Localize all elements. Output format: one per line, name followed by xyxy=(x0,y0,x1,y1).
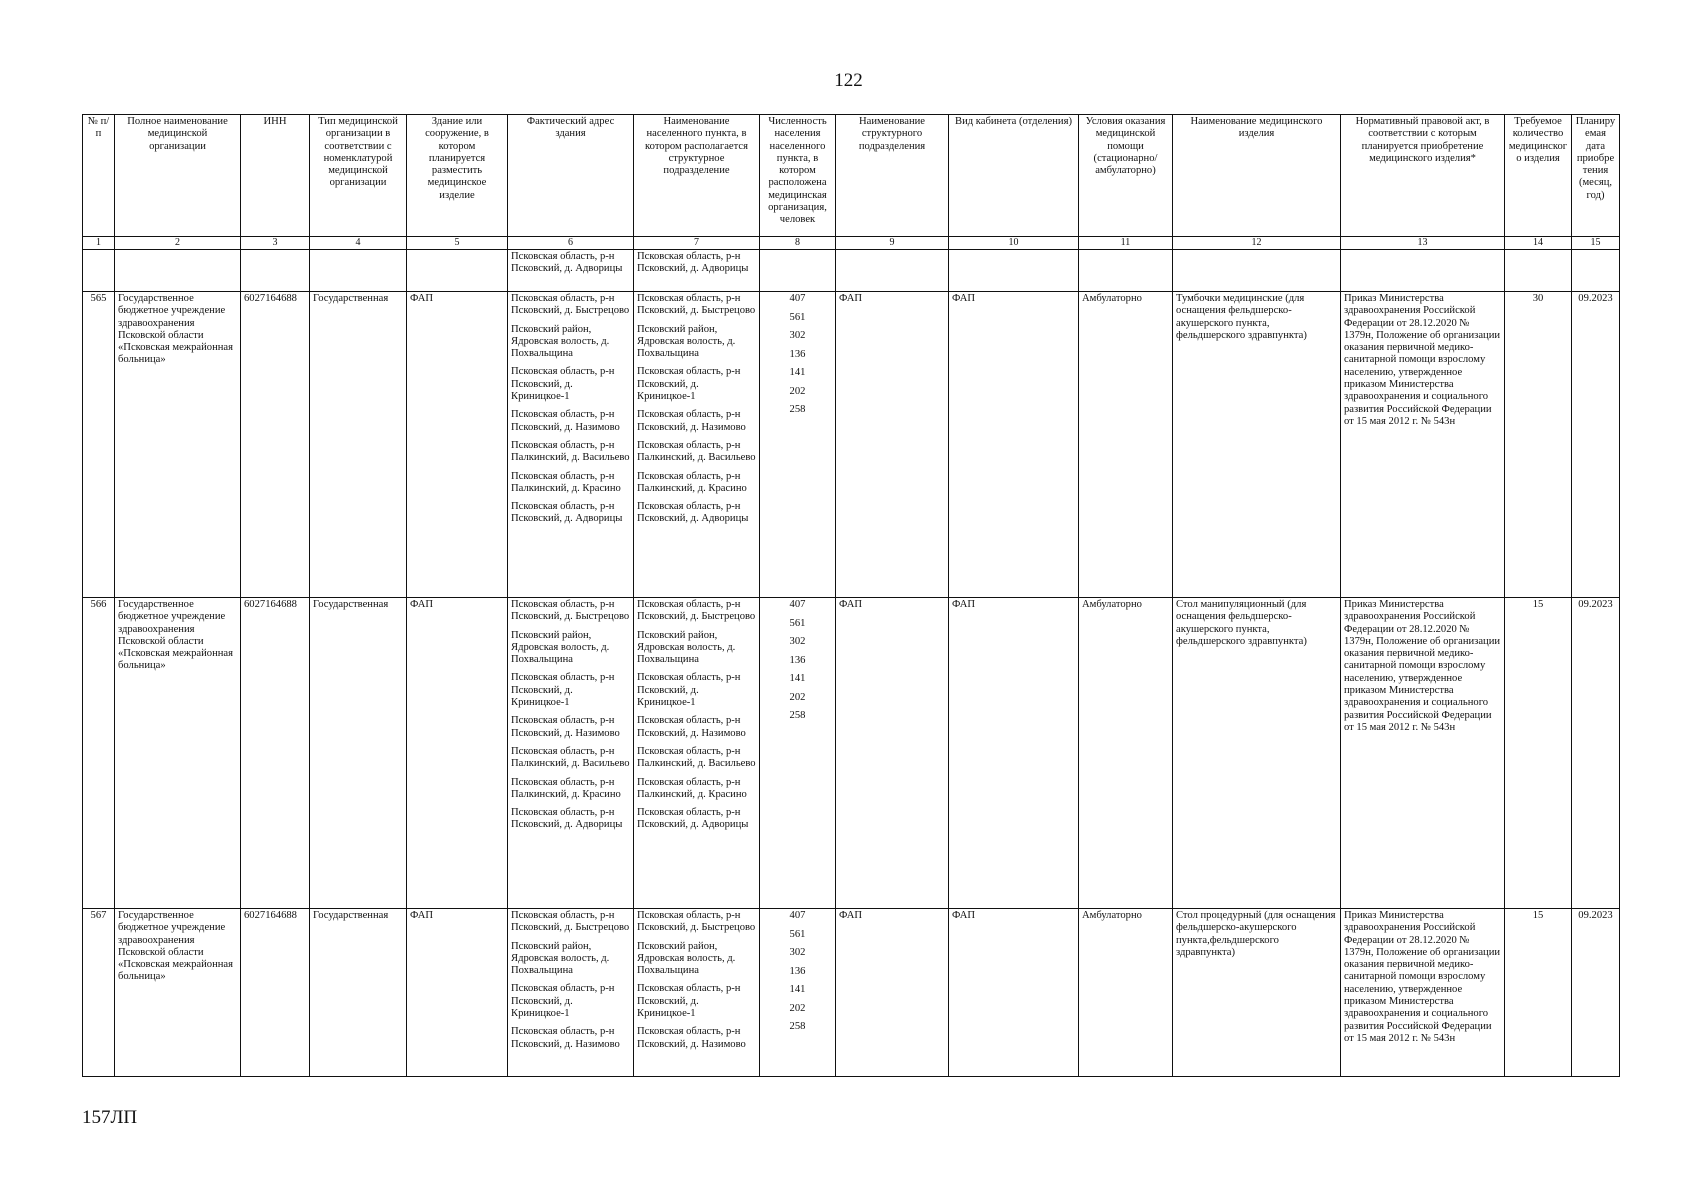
equipment-table xyxy=(82,114,1620,1077)
population-value: 136 xyxy=(789,965,806,977)
cabinet-cell: ФАП xyxy=(949,292,1079,598)
header-cell-settlement: Наименование населенного пункта, в котором располагается структурное подразделение xyxy=(634,115,760,237)
column-number: 3 xyxy=(241,237,310,250)
population-value: 302 xyxy=(789,947,806,958)
inn-cell: 6027164688 xyxy=(241,598,310,909)
column-number: 10 xyxy=(949,237,1079,250)
settlement-item: Псковская область, р-н Псковский, д. Криницкое-1 xyxy=(637,366,741,403)
address-item: Псковская область, р-н Псковский, д. Назимово xyxy=(511,715,620,739)
inn-cell: 6027164688 xyxy=(241,909,310,1077)
header-cell-quantity: Требуемое количество медицинского изделия xyxy=(1505,115,1572,237)
header-cell-device: Наименование медицинского изделия xyxy=(1173,115,1341,237)
address-cell xyxy=(508,292,634,598)
settlement-cell: Псковская область, р-н Псковский, д. Адворицы xyxy=(634,250,760,292)
population-value: 202 xyxy=(789,1002,806,1014)
population-value: 302 xyxy=(789,330,806,341)
org-name-cell: Государственное бюджетное учреждение здравоохранения Псковской области «Псковская межрайонная больница» xyxy=(115,292,241,598)
act-cell: Приказ Министерства здравоохранения Российской Федерации от 28.12.2020 № 1379н, Положение об организации оказания первичной медико-санитарной помощи взрослому населению, утвержденное приказом Министерства здравоохранения и социального развития Российской Федерации от 15 мая 2012 г. № 543н xyxy=(1341,909,1505,1077)
act-cell: Приказ Министерства здравоохранения Российской Федерации от 28.12.2020 № 1379н, Положение об организации оказания первичной медико-санитарной помощи взрослому населению, утвержденное приказом Министерства здравоохранения и социального развития Российской Федерации от 15 мая 2012 г. № 543н xyxy=(1341,292,1505,598)
population-value: 407 xyxy=(789,599,806,610)
address-item: Псковская область, р-н Палкинский, д. Красино xyxy=(511,470,621,494)
settlement-item: Псковский район, Ядровская волость, д. Похвальщина xyxy=(637,323,736,360)
column-number: 14 xyxy=(1505,237,1572,250)
date-cell: 09.2023 xyxy=(1572,292,1620,598)
settlement-item: Псковская область, р-н Палкинский, д. Васильево xyxy=(637,439,756,464)
org-type-cell: Государственная xyxy=(310,292,407,598)
header-cell-act: Нормативный правовой акт, в соответствии с которым планируется приобретение медицинского изделия* xyxy=(1341,115,1505,237)
column-number: 12 xyxy=(1173,237,1341,250)
address-item: Псковская область, р-н Псковский, д. Адворицы xyxy=(511,807,623,831)
header-cell-inn: ИНН xyxy=(241,115,310,237)
address-item: Псковская область, р-н Псковский, д. Быстрецово xyxy=(511,910,630,934)
subdivision-cell: ФАП xyxy=(836,598,949,909)
table-row xyxy=(83,909,1620,1077)
conditions-cell: Амбулаторно xyxy=(1079,292,1173,598)
population-value: 258 xyxy=(789,710,806,721)
row-number: 565 xyxy=(83,292,115,598)
address-item: Псковская область, р-н Псковский, д. Назимово xyxy=(511,1026,620,1050)
building-cell: ФАП xyxy=(407,598,508,909)
table-row-continuation xyxy=(83,250,1620,292)
row-number: 566 xyxy=(83,598,115,909)
column-number-row xyxy=(83,237,1620,250)
header-cell-org-name: Полное наименование медицинской организации xyxy=(115,115,241,237)
population-value: 258 xyxy=(789,404,806,415)
quantity-cell: 15 xyxy=(1505,598,1572,909)
settlement-item: Псковская область, р-н Псковский, д. Назимово xyxy=(637,1026,746,1050)
population-value: 407 xyxy=(789,910,806,921)
org-type-cell: Государственная xyxy=(310,909,407,1077)
conditions-cell: Амбулаторно xyxy=(1079,598,1173,909)
settlement-item: Псковская область, р-н Псковский, д. Адворицы xyxy=(637,501,749,525)
quantity-cell: 15 xyxy=(1505,909,1572,1077)
address-item: Псковская область, р-н Псковский, д. Криницкое-1 xyxy=(511,366,615,403)
population-value: 561 xyxy=(789,928,806,940)
population-value: 136 xyxy=(789,654,806,666)
population-value: 141 xyxy=(789,673,806,684)
settlement-item: Псковская область, р-н Псковский, д. Криницкое-1 xyxy=(637,983,741,1020)
settlement-item: Псковская область, р-н Палкинский, д. Красино xyxy=(637,776,747,800)
date-cell: 09.2023 xyxy=(1572,909,1620,1077)
settlement-item: Псковский район, Ядровская волость, д. Похвальщина xyxy=(637,629,736,666)
population-value: 136 xyxy=(789,348,806,360)
column-number: 11 xyxy=(1079,237,1173,250)
cabinet-cell: ФАП xyxy=(949,909,1079,1077)
column-number: 1 xyxy=(83,237,115,250)
address-item: Псковский район, Ядровская волость, д. Похвальщина xyxy=(511,940,610,977)
population-value: 202 xyxy=(789,385,806,397)
cabinet-cell: ФАП xyxy=(949,598,1079,909)
column-number: 9 xyxy=(836,237,949,250)
column-number: 6 xyxy=(508,237,634,250)
date-cell: 09.2023 xyxy=(1572,598,1620,909)
column-number: 5 xyxy=(407,237,508,250)
column-number: 4 xyxy=(310,237,407,250)
address-item: Псковская область, р-н Палкинский, д. Красино xyxy=(511,776,621,800)
population-value: 302 xyxy=(789,636,806,647)
header-cell-address: Фактический адрес здания xyxy=(508,115,634,237)
page-number: 122 xyxy=(834,70,863,91)
header-cell-date: Планируемая дата приобретения (месяц, год) xyxy=(1572,115,1620,237)
population-value: 561 xyxy=(789,311,806,323)
subdivision-cell: ФАП xyxy=(836,909,949,1077)
column-number: 8 xyxy=(760,237,836,250)
column-number: 7 xyxy=(634,237,760,250)
settlement-cell xyxy=(634,909,760,1077)
subdivision-cell: ФАП xyxy=(836,292,949,598)
settlement-item: Псковский район, Ядровская волость, д. Похвальщина xyxy=(637,940,736,977)
settlement-item: Псковская область, р-н Псковский, д. Назимово xyxy=(637,409,746,433)
settlement-item: Псковская область, р-н Псковский, д. Быстрецово xyxy=(637,599,756,623)
population-value: 141 xyxy=(789,367,806,378)
settlement-cell xyxy=(634,292,760,598)
header-cell-building: Здание или сооружение, в котором планируется разместить медицинское изделие xyxy=(407,115,508,237)
table-header-row xyxy=(83,115,1620,237)
column-number: 2 xyxy=(115,237,241,250)
row-number: 567 xyxy=(83,909,115,1077)
population-value: 258 xyxy=(789,1021,806,1032)
address-item: Псковская область, р-н Псковский, д. Криницкое-1 xyxy=(511,672,615,709)
header-cell-num: № п/п xyxy=(83,115,115,237)
population-value: 202 xyxy=(789,691,806,703)
document-code: 157ЛП xyxy=(82,1107,138,1128)
column-number: 13 xyxy=(1341,237,1505,250)
address-cell xyxy=(508,909,634,1077)
population-value: 561 xyxy=(789,617,806,629)
org-name-cell: Государственное бюджетное учреждение здравоохранения Псковской области «Псковская межрайонная больница» xyxy=(115,598,241,909)
address-item: Псковская область, р-н Псковский, д. Криницкое-1 xyxy=(511,983,615,1020)
header-cell-population: Численность населения населенного пункта, в котором расположена медицинская организация, человек xyxy=(760,115,836,237)
settlement-item: Псковская область, р-н Псковский, д. Быстрецово xyxy=(637,293,756,317)
device-cell: Стол манипуляционный (для оснащения фельдшерско-акушерского пункта, фельдшерского здравпункта) xyxy=(1173,598,1341,909)
settlement-cell xyxy=(634,598,760,909)
org-name-cell: Государственное бюджетное учреждение здравоохранения Псковской области «Псковская межрайонная больница» xyxy=(115,909,241,1077)
population-value: 141 xyxy=(789,984,806,995)
header-cell-cabinet: Вид кабинета (отделения) xyxy=(949,115,1079,237)
settlement-item: Псковская область, р-н Палкинский, д. Красино xyxy=(637,470,747,494)
header-cell-org-type: Тип медицинской организации в соответствии с номенклатурой медицинской организации xyxy=(310,115,407,237)
header-cell-subdivision: Наименование структурного подразделения xyxy=(836,115,949,237)
population-value: 407 xyxy=(789,293,806,304)
population-cell xyxy=(760,292,836,598)
settlement-item: Псковская область, р-н Псковский, д. Быстрецово xyxy=(637,910,756,934)
quantity-cell: 30 xyxy=(1505,292,1572,598)
device-cell: Тумбочки медицинские (для оснащения фельдшерско-акушерского пункта, фельдшерского здравпункта) xyxy=(1173,292,1341,598)
inn-cell: 6027164688 xyxy=(241,292,310,598)
table-row xyxy=(83,292,1620,598)
settlement-item: Псковская область, р-н Псковский, д. Адворицы xyxy=(637,807,749,831)
address-cell xyxy=(508,598,634,909)
act-cell: Приказ Министерства здравоохранения Российской Федерации от 28.12.2020 № 1379н, Положение об организации оказания первичной медико-санитарной помощи взрослому населению, утвержденное приказом Министерства здравоохранения и социального развития Российской Федерации от 15 мая 2012 г. № 543н xyxy=(1341,598,1505,909)
settlement-item: Псковская область, р-н Псковский, д. Криницкое-1 xyxy=(637,672,741,709)
device-cell: Стол процедурный (для оснащения фельдшерско-акушерского пункта,фельдшерского здравпункта) xyxy=(1173,909,1341,1077)
address-cell: Псковская область, р-н Псковский, д. Адворицы xyxy=(508,250,634,292)
building-cell: ФАП xyxy=(407,909,508,1077)
address-item: Псковский район, Ядровская волость, д. Похвальщина xyxy=(511,629,610,666)
building-cell: ФАП xyxy=(407,292,508,598)
address-item: Псковская область, р-н Палкинский, д. Васильево xyxy=(511,439,630,464)
address-item: Псковская область, р-н Палкинский, д. Васильево xyxy=(511,745,630,770)
address-item: Псковская область, р-н Псковский, д. Быстрецово xyxy=(511,293,630,317)
address-item: Псковский район, Ядровская волость, д. Похвальщина xyxy=(511,323,610,360)
org-type-cell: Государственная xyxy=(310,598,407,909)
conditions-cell: Амбулаторно xyxy=(1079,909,1173,1077)
column-number: 15 xyxy=(1572,237,1620,250)
address-item: Псковская область, р-н Псковский, д. Быстрецово xyxy=(511,599,630,623)
address-item: Псковская область, р-н Псковский, д. Адворицы xyxy=(511,501,623,525)
header-cell-conditions: Условия оказания медицинской помощи (стационарно/ амбулаторно) xyxy=(1079,115,1173,237)
table-row xyxy=(83,598,1620,909)
population-cell xyxy=(760,909,836,1077)
address-item: Псковская область, р-н Псковский, д. Назимово xyxy=(511,409,620,433)
settlement-item: Псковская область, р-н Псковский, д. Назимово xyxy=(637,715,746,739)
population-cell xyxy=(760,598,836,909)
settlement-item: Псковская область, р-н Палкинский, д. Васильево xyxy=(637,745,756,770)
